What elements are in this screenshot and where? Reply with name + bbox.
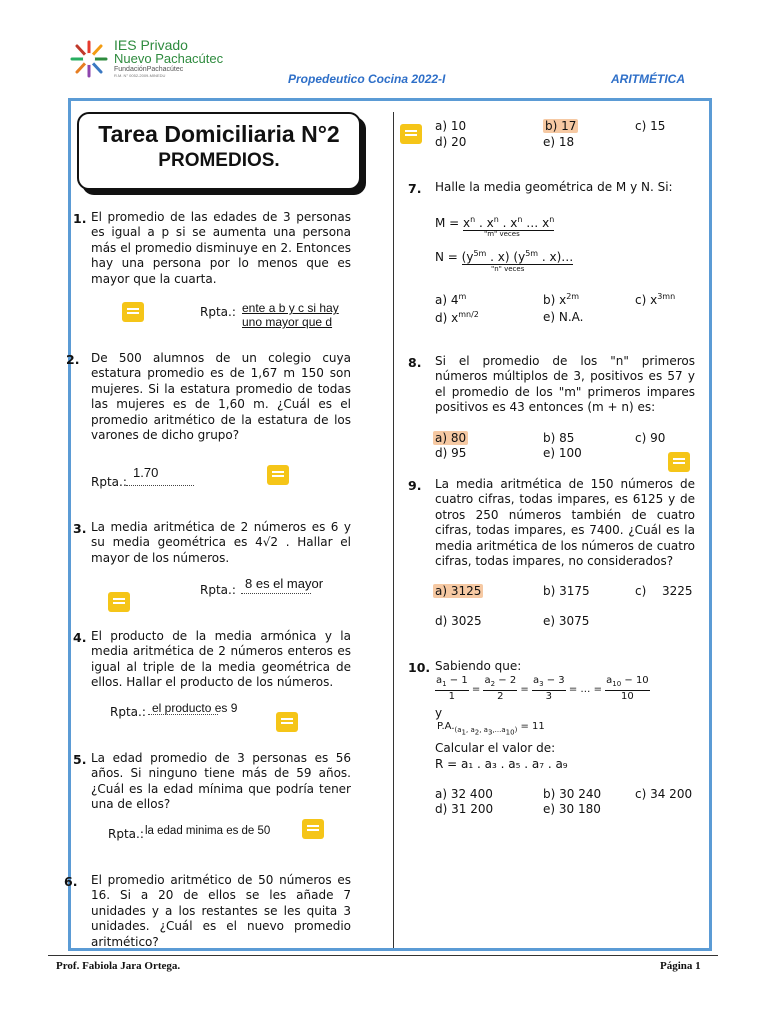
q6-option-a: a) 10 bbox=[435, 119, 467, 133]
q6-option-e: e) 18 bbox=[543, 135, 575, 149]
q4-number: 4. bbox=[73, 630, 87, 645]
q9-option-a: a) 3125 bbox=[435, 584, 482, 598]
q7-option-d: d) $x^{mn/2}$ bbox=[435, 310, 479, 325]
q4-answer: el producto es 9 bbox=[152, 701, 238, 715]
q8-option-c: c) 90 bbox=[635, 431, 666, 445]
comment-icon[interactable] bbox=[276, 712, 298, 732]
footer-author: Prof. Fabiola Jara Ortega. bbox=[56, 960, 181, 972]
q9-option-c: c) bbox=[635, 584, 647, 598]
comment-icon[interactable] bbox=[668, 452, 690, 472]
q2-text: De 500 alumnos de un colegio cuya estatura promedio es de 1,67 m 150 son mujeres. Si la estatura promedio de todas las mujeres es de 1,60 m. ¿Cuál es el promedio aritmético de la estatura de los varones de dicho grupo? bbox=[91, 351, 351, 443]
q1-rpta-label: Rpta.: bbox=[200, 305, 236, 319]
q7-option-e: e) N.A. bbox=[543, 310, 584, 324]
q9-option-d: d) 3025 bbox=[435, 614, 482, 628]
q7-option-a: a) 4$^m$ bbox=[435, 292, 467, 307]
sqrt-expression: 4√2 bbox=[255, 535, 278, 550]
comment-icon[interactable] bbox=[267, 465, 289, 485]
q2-answer-line bbox=[126, 485, 194, 486]
q6-option-d: d) 20 bbox=[435, 135, 467, 149]
q9-text: La media aritmética de 150 números de cuatro cifras, todas impares, es 6125 y de otros 250 números también de cuatro cifras, todas impares, es 7400. ¿Cuál es la media aritmética de los números de cuatro cifras, todas impares, no considerados? bbox=[435, 477, 695, 569]
q8-option-d: d) 95 bbox=[435, 446, 467, 460]
q10-option-b: b) 30 240 bbox=[543, 787, 602, 801]
column-divider bbox=[393, 112, 394, 948]
q3-number: 3. bbox=[73, 521, 87, 536]
q9-option-c-value: 3225 bbox=[662, 584, 693, 598]
q5-answer: la edad minima es de 50 bbox=[145, 825, 271, 837]
q8-option-b: b) 85 bbox=[543, 431, 575, 445]
q6-option-c: c) 15 bbox=[635, 119, 666, 133]
course-title: Propedeutico Cocina 2022-I bbox=[288, 72, 446, 86]
q9-option-b: b) 3175 bbox=[543, 584, 590, 598]
title-box bbox=[77, 112, 361, 190]
q7-option-c: c) $x^{3mn}$ bbox=[635, 292, 676, 307]
formula-n: $N = (y^{5m}$ . x) ($y^{5m}$ . x)… bbox=[435, 249, 574, 264]
q8-option-a: a) 80 bbox=[435, 431, 467, 445]
q7-number: 7. bbox=[408, 181, 422, 196]
q9-option-e: e) 3075 bbox=[543, 614, 590, 628]
title-line1: Tarea Domiciliaria N°2 bbox=[98, 121, 340, 147]
q1-number: 1. bbox=[73, 211, 87, 226]
q3-text: La media aritmética de 2 números es 6 y su media geométrica es 4√2 . Hallar el mayor de los números. bbox=[91, 520, 352, 565]
q8-number: 8. bbox=[408, 355, 422, 370]
q6-option-b: b) 17 bbox=[545, 119, 577, 133]
q10-option-e: e) 30 180 bbox=[543, 802, 601, 816]
subject-title: ARITMÉTICA bbox=[611, 72, 685, 86]
q10-option-d: d) 31 200 bbox=[435, 802, 494, 816]
q4-text: El producto de la media armónica y la media aritmética de 2 números enteros es igual al triple de la media geométrica de ellos. Hallar el producto de los números. bbox=[91, 629, 351, 690]
q9-number: 9. bbox=[408, 478, 422, 493]
q1-answer: ente a b y c si hay uno mayor que d bbox=[242, 301, 339, 329]
logo-burst-icon bbox=[68, 38, 110, 80]
q5-text: La edad promedio de 3 personas es 56 años. Si ninguno tiene más de 59 años. ¿Cuál es la edad mínima que podría tener una de ellos? bbox=[91, 751, 351, 812]
q7-option-b: b) $x^{2m}$ bbox=[543, 292, 580, 307]
q6-number: 6. bbox=[64, 874, 78, 889]
formula-m: $M = x^n$ . $x^n$ . $x^n$ … $x^n$ bbox=[435, 215, 555, 230]
q10-text: Sabiendo que: bbox=[435, 659, 522, 673]
logo-line3: FundaciónPachacútec bbox=[114, 66, 184, 73]
q5-number: 5. bbox=[73, 752, 87, 767]
comment-icon[interactable] bbox=[108, 592, 130, 612]
q3-rpta-label: Rpta.: bbox=[200, 583, 236, 597]
q8-text: Si el promedio de los "n" primeros números múltiplos de 3, positivos es 57 y el promedio de los "m" primeros impares positivos es 43 entonces (m + n) es: bbox=[435, 354, 695, 415]
q7-text: Halle la media geométrica de M y N. Si: bbox=[435, 180, 673, 194]
title-line2: PROMEDIOS. bbox=[158, 150, 280, 171]
q2-rpta-label: Rpta.: bbox=[91, 475, 127, 489]
q1-text: El promedio de las edades de 3 personas es igual a p si se aumenta una persona más el promedio disminuye en 2. Entonces hay una persona por lo menos que es mayor que la cuarta. bbox=[91, 210, 351, 286]
footer-page: Página 1 bbox=[660, 960, 701, 972]
q3-answer-line bbox=[241, 593, 311, 594]
q6-text: El promedio aritmético de 50 números es 16. Si a 20 de ellos se les añade 7 unidades y a los restantes se les quita 3 unidades. ¿Cuál es el nuevo promedio aritmético? bbox=[91, 873, 351, 949]
q10-option-c: c) 34 200 bbox=[635, 787, 693, 801]
q2-number: 2. bbox=[66, 352, 80, 367]
q10-fraction-equation: $\frac{a_1 - 1}{1}$ = $\frac{a_2 - 2}{2}$ = $\frac{a_3 - 3}{3}$ = … = $\frac{a_{10} - 10}{10}$ bbox=[436, 675, 649, 702]
q10-pa-expression: $P.A._{(a_1, a_2, a_3,...a_{10})} = 11$ bbox=[437, 721, 545, 737]
q5-rpta-label: Rpta.: bbox=[108, 827, 144, 841]
logo-line4: R.M. N° 0052-2009-MINEDU bbox=[114, 73, 166, 78]
q10-number: 10. bbox=[408, 660, 431, 675]
comment-icon[interactable] bbox=[302, 819, 324, 839]
q2-answer: 1.70 bbox=[133, 465, 159, 480]
logo-line1: IES Privado bbox=[114, 37, 188, 53]
q10-calc: Calcular el valor de: bbox=[435, 741, 556, 755]
q10-and: y bbox=[435, 706, 443, 720]
q3-answer: 8 es el mayor bbox=[245, 576, 324, 591]
footer-divider bbox=[48, 955, 718, 956]
n-times-label: "n" veces bbox=[491, 265, 525, 273]
m-times-label: "m" veces bbox=[484, 230, 520, 238]
comment-icon[interactable] bbox=[400, 124, 422, 144]
q10-option-a: a) 32 400 bbox=[435, 787, 493, 801]
q4-rpta-label: Rpta.: bbox=[110, 705, 146, 719]
comment-icon[interactable] bbox=[122, 302, 144, 322]
logo bbox=[68, 38, 228, 80]
q8-option-e: e) 100 bbox=[543, 446, 582, 460]
logo-line2: Nuevo Pachacútec bbox=[114, 51, 224, 66]
q10-r-equation: R = a₁ . a₃ . a₅ . a₇ . a₉ bbox=[435, 757, 568, 771]
